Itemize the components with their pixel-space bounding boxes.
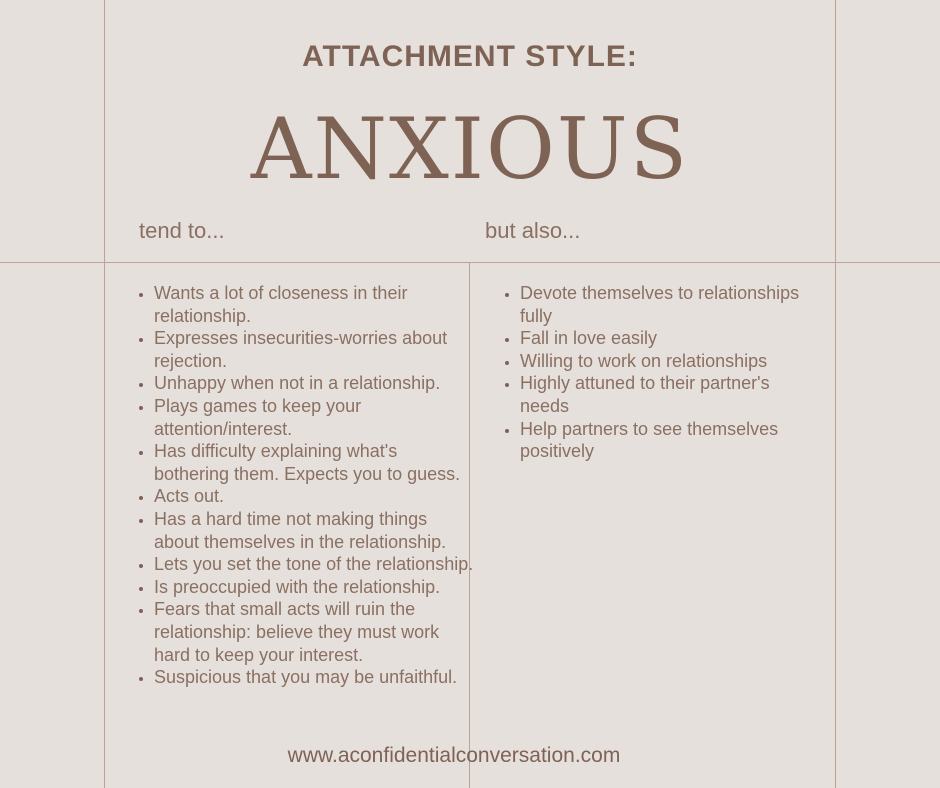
list-item: • Unhappy when not in a relationship. — [154, 372, 476, 395]
list-item: • Help partners to see themselves positively — [520, 418, 800, 463]
list-item: • Expresses insecurities-worries about rejection. — [154, 327, 476, 372]
list-item: • Devote themselves to relationships fully — [520, 282, 800, 327]
list-item: • Acts out. — [154, 485, 476, 508]
list-item: • Is preoccupied with the relationship. — [154, 576, 476, 599]
list-item: • Has a hard time not making things about themselves in the relationship. — [154, 508, 476, 553]
list-item: • Suspicious that you may be unfaithful. — [154, 666, 476, 689]
list-item: • Has difficulty explaining what's bothering them. Expects you to guess. — [154, 440, 476, 485]
list-item: • Plays games to keep your attention/interest. — [154, 395, 476, 440]
right-column-heading: but also... — [485, 218, 581, 243]
list-item: • Willing to work on relationships — [520, 350, 800, 373]
list-item: • Highly attuned to their partner's needs — [520, 372, 800, 417]
tend-to-list — [134, 282, 476, 689]
left-column-heading: tend to... — [139, 218, 225, 243]
list-item: • Lets you set the tone of the relationship. — [154, 553, 476, 576]
website-url: www.aconfidentialconversation.com — [287, 744, 621, 767]
kicker-heading: ATTACHMENT STYLE: — [302, 40, 638, 73]
list-item: • Fears that small acts will ruin the relationship: believe they must work hard to keep your interest. — [154, 598, 476, 666]
divider-horizontal — [0, 262, 940, 263]
but-also-list — [500, 282, 800, 463]
page-title: ANXIOUS — [250, 100, 690, 198]
list-item: • Wants a lot of closeness in their relationship. — [154, 282, 476, 327]
list-item: • Fall in love easily — [520, 327, 800, 350]
